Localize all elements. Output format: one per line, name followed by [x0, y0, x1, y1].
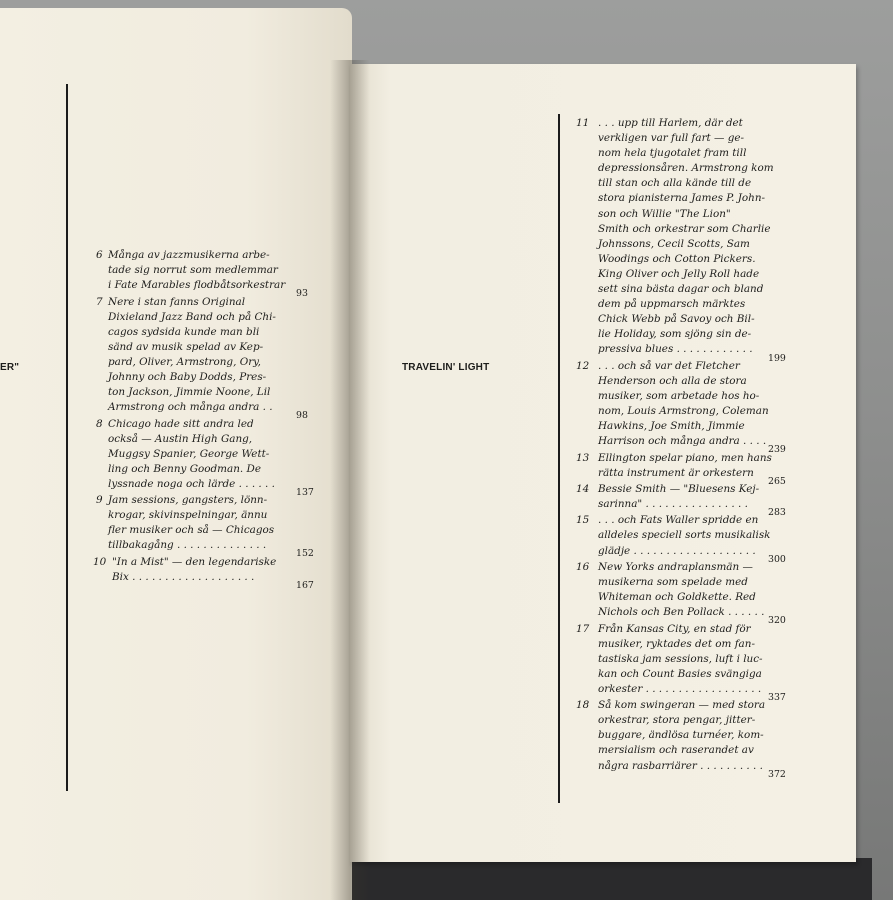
toc-entry-title: Ellington spelar piano, men hans rätta instrument är orkestern [598, 451, 772, 479]
toc-entry-number: 13 [576, 451, 590, 464]
toc-entry-title: Så kom swingeran — med stora orkestrar, stora pengar, jitter- buggare, ändlösa turnéer, kom- mersialism och raserandet av några rasbarriärer . . . . . . . . . . [598, 699, 766, 772]
toc-entry-page-number: 167 [296, 579, 314, 591]
bleed-through-text [190, 90, 225, 124]
book-cover-edge [352, 858, 872, 900]
toc-entry [576, 451, 844, 487]
toc-entry-number: 9 [96, 494, 103, 507]
toc-entry-title: New Yorks andraplansmän — musikerna som spelade med Whiteman och Goldkette. Red Nichols och Ben Pollack . . . . . . [598, 560, 765, 619]
toc-entry-page-number: 320 [768, 615, 786, 627]
toc-entry-page-number: 137 [296, 486, 314, 498]
toc-entry-title: . . . upp till Harlem, där det verkligen var full fart — ge- nom hela tjugotalet fram till depressionsåren. Armstrong kom till stan och alla kände till de stora pianisterna James P. John- son och Willie "The Lion" Smith och orkestrar som Charlie Johnssons, Cecil Scotts, Sam Woodings och Cotton Pickers. King Oliver och Jelly Roll hade sett sina bästa dagar och bland dem på uppmarsch märktes Chick Webb på Savoy och Bil- lie Holiday, som sjöng sin de- pressiva blues . . . . . . . . . . . . [598, 117, 774, 356]
toc-entry-number: 10 [93, 555, 107, 568]
right-page [350, 64, 856, 862]
toc-entry-number: 16 [576, 560, 590, 573]
toc-entry [96, 295, 326, 422]
toc-entry-page-number: 300 [768, 553, 786, 565]
toc-entry-number: 11 [576, 117, 590, 129]
toc-entry-title: Många av jazzmusikerna arbe- tade sig norrut som medlemmar i Fate Marables flodbåtsorkestrar [108, 249, 286, 292]
right-toc-rule [558, 114, 560, 803]
toc-entry-page-number: 337 [768, 691, 786, 703]
toc-entry [576, 622, 844, 703]
toc-entry-page-number: 239 [768, 444, 786, 456]
toc-entry-page-number: 98 [296, 410, 308, 422]
toc-entry-number: 8 [96, 417, 103, 430]
toc-entry [576, 698, 844, 780]
toc-entry-title: "In a Mist" — den legendariske Bix . . . . . . . . . . . . . . . . . . . [112, 555, 277, 583]
toc-entry-number: 6 [96, 249, 103, 261]
toc-entry-page-number: 372 [768, 768, 786, 780]
toc-entry-page-number: 152 [296, 548, 314, 560]
toc-entry-title: Nere i stan fanns Original Dixieland Jazz Band och på Chi- cagos sydsida kunde man bli sänd av musik spelad av Kep- pard, Oliver, Armstrong, Ory, Johnny och Baby Dodds, Pres- ton Jackson, Jimmie Noone, Lil Armstrong och många andra . . [108, 295, 276, 414]
toc-entry [96, 417, 326, 498]
left-toc-rule [66, 84, 68, 791]
toc-entry-title: Från Kansas City, en stad för musiker, ryktades det om fan- tastiska jam sessions, luft i luc- kan och Count Basies svängiga orkester . . . . . . . . . . . . . . . . . . [598, 622, 763, 695]
toc-entry [576, 513, 844, 565]
toc-entry-page-number: 93 [296, 288, 308, 300]
spine-shadow [330, 60, 370, 900]
toc-entry [93, 555, 326, 591]
toc-entry-number: 15 [576, 514, 590, 527]
toc-entry-number: 17 [576, 622, 590, 635]
toc-entry-title: . . . och så var det Fletcher Henderson och alla de stora musiker, som arbetade hos ho- nom, Louis Armstrong, Coleman Hawkins, Joe Smith, Jimmie Harrison och många andra . . . . [598, 359, 769, 448]
toc-entry-page-number: 199 [768, 352, 786, 364]
toc-entry-title: Chicago hade sitt andra led också — Austin High Gang, Muggsy Spanier, George Wett- ling och Benny Goodman. De lyssnade noga och lärde . . . . . . [108, 417, 275, 490]
toc-entry-title: Jam sessions, gangsters, lönn- krogar, skivinspelningar, ännu fler musiker och så — Chicagos tillbakagång . . . . . . . . . . . . . . [108, 494, 275, 552]
toc-entry [576, 116, 844, 364]
toc-entry [576, 359, 844, 456]
toc-entry-number: 12 [576, 359, 590, 372]
left-page [0, 8, 352, 900]
toc-entry-title: . . . och Fats Waller spridde en alldeles speciell sorts musikalisk glädje . . . . . . . . . . . . . . . . . . . [598, 514, 771, 557]
toc-entry [576, 560, 844, 627]
toc-entry-number: 14 [576, 483, 590, 495]
toc-entry [96, 248, 326, 300]
toc-entry-number: 18 [576, 699, 590, 712]
section-header: TRAVELIN' LIGHT [402, 362, 490, 373]
toc-entry-page-number: 265 [768, 475, 786, 487]
toc-entry-title: Bessie Smith — "Bluesens Kej- sarinna" . . . . . . . . . . . . . . . . [598, 483, 760, 511]
toc-entry [576, 482, 844, 519]
left-page-header-fragment: ER" [0, 362, 20, 373]
toc-entry-page-number: 283 [768, 507, 786, 519]
toc-entry [96, 493, 326, 560]
toc-entry-number: 7 [96, 295, 103, 308]
